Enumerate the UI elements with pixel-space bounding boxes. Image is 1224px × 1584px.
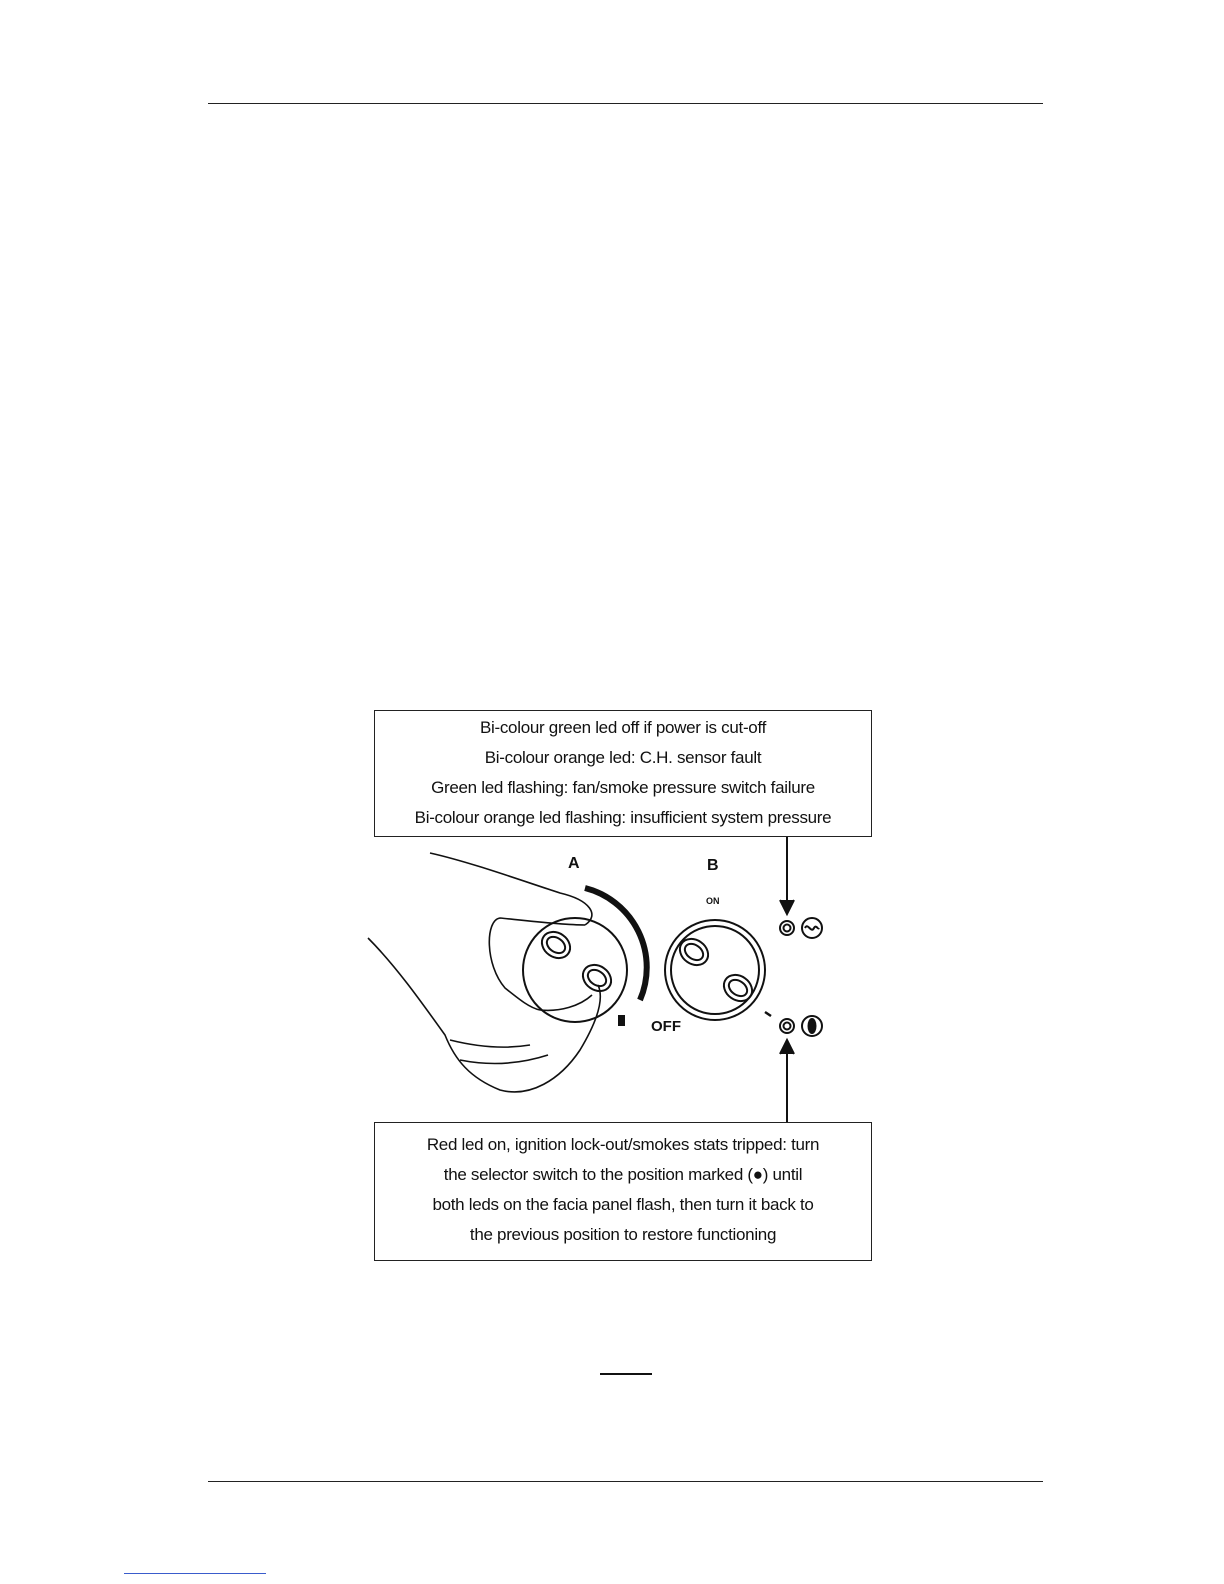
top-info-line: Bi-colour green led off if power is cut-off bbox=[479, 718, 766, 737]
rotation-arc bbox=[585, 888, 647, 1000]
footer-link-underline[interactable] bbox=[124, 1573, 266, 1574]
flame-reset-icon bbox=[780, 1016, 822, 1036]
knob-b-on-label: ON bbox=[706, 896, 720, 906]
knob-b-label: B bbox=[707, 857, 719, 874]
bottom-info-line: Red led on, ignition lock-out/smokes stats tripped: turn bbox=[426, 1135, 820, 1154]
top-info-line: Green led flashing: fan/smoke pressure switch failure bbox=[431, 778, 815, 797]
section-underline bbox=[600, 1373, 652, 1375]
reset-marker bbox=[765, 1012, 771, 1016]
off-marker bbox=[619, 1016, 624, 1025]
hand-icon bbox=[368, 853, 600, 1092]
top-info-box bbox=[374, 710, 872, 837]
bottom-info-box bbox=[374, 1122, 872, 1261]
arrow-bottom-head bbox=[780, 1040, 794, 1054]
knob-a-label: A bbox=[568, 855, 580, 872]
arrow-top-head bbox=[780, 900, 794, 914]
off-label: OFF bbox=[651, 1018, 681, 1035]
power-led-icon bbox=[780, 918, 822, 938]
top-info-line: Bi-colour orange led flashing: insufficient system pressure bbox=[414, 808, 832, 827]
knob-a-icon bbox=[523, 918, 627, 1022]
bottom-info-line: both leds on the facia panel flash, then turn it back to bbox=[432, 1195, 814, 1214]
bottom-info-line: the selector switch to the position marked (●) until bbox=[443, 1165, 803, 1184]
knob-b-icon bbox=[665, 920, 765, 1020]
bottom-info-line: the previous position to restore functioning bbox=[469, 1225, 777, 1244]
top-info-line: Bi-colour orange led: C.H. sensor fault bbox=[484, 748, 762, 767]
